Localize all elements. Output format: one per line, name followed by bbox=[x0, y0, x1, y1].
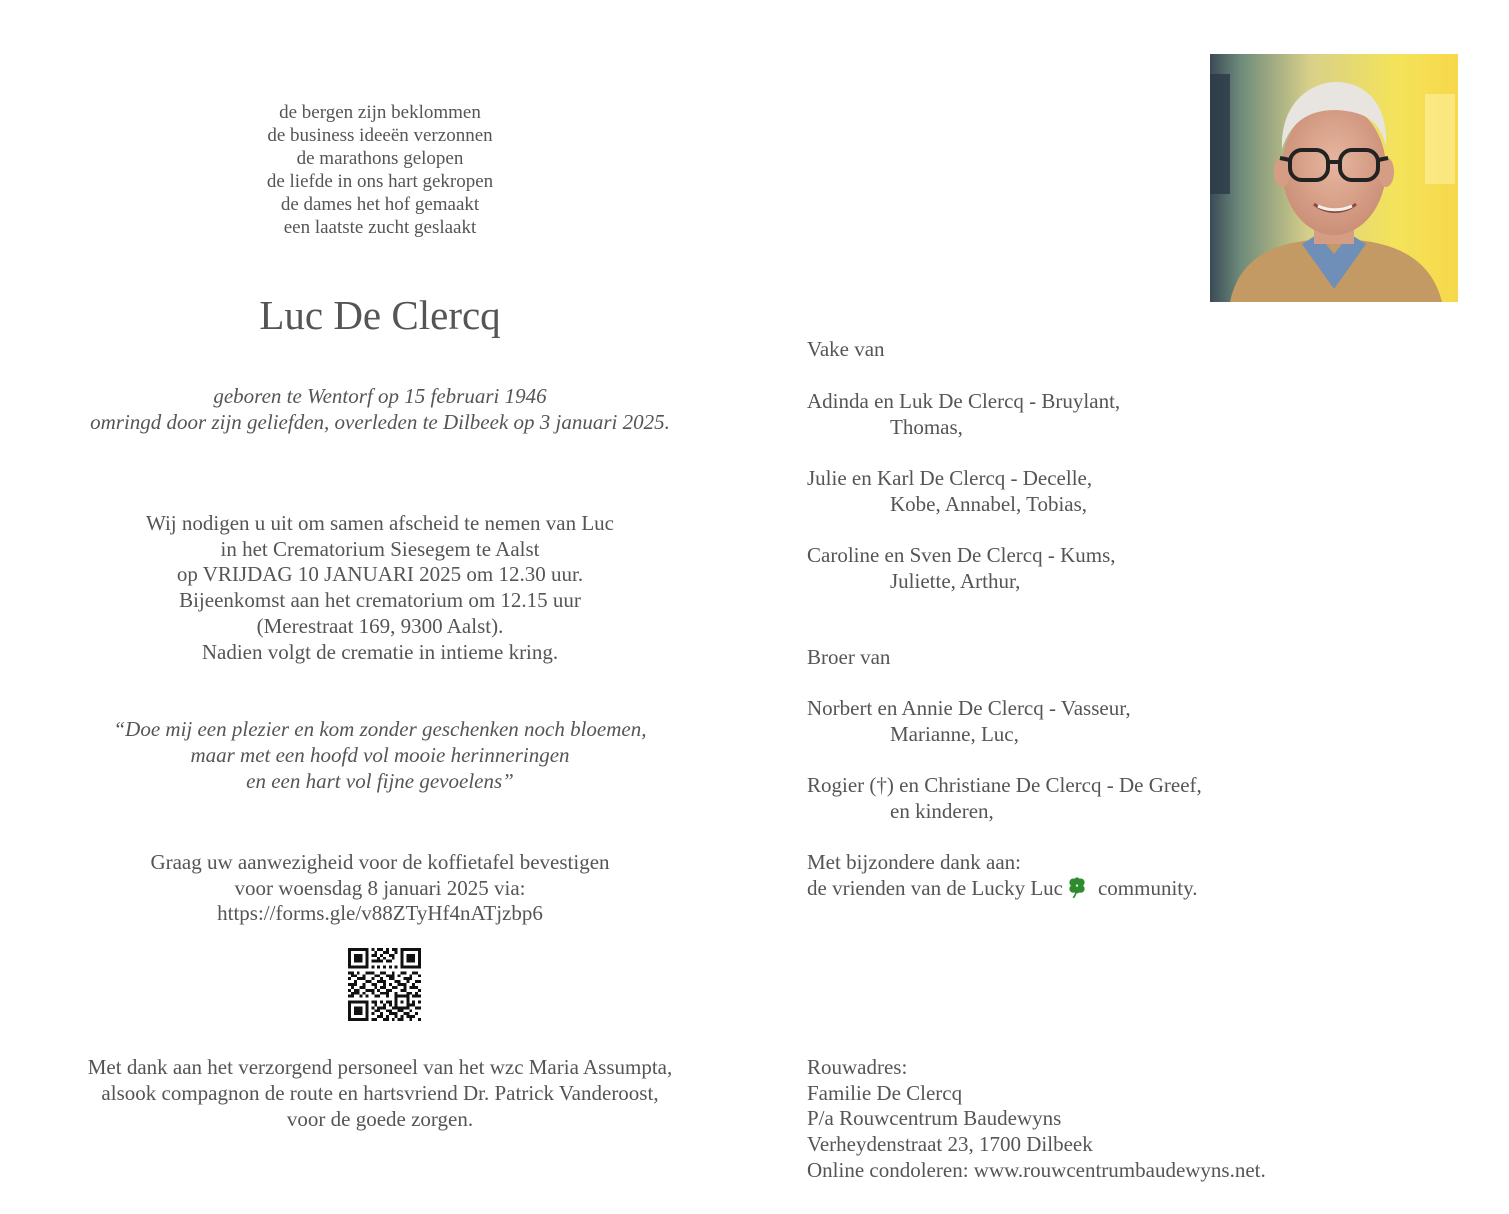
poem-line: de bergen zijn beklommen bbox=[279, 102, 481, 123]
special-thanks-text: community. bbox=[1097, 875, 1198, 900]
invitation-line: (Merestraat 169, 9300 Aalst). bbox=[256, 613, 504, 638]
family-parents: Norbert en Annie De Clercq - Vasseur, bbox=[807, 696, 1131, 720]
family-parents: Rogier (†) en Christiane De Clercq - De Greef, bbox=[807, 773, 1202, 797]
family-children: Kobe, Annabel, Tobias, bbox=[890, 491, 1088, 516]
birth-line: geboren te Wentorf op 15 februari 1946 bbox=[213, 384, 547, 408]
grandchildren-family-2 bbox=[807, 466, 1467, 517]
family-children: Juliette, Arthur, bbox=[890, 568, 1021, 593]
poem-line: een laatste zucht geslaakt bbox=[283, 217, 477, 238]
funeral-address bbox=[807, 1055, 1467, 1184]
birth-death-info bbox=[0, 383, 760, 435]
grandchildren-family-3 bbox=[807, 543, 1467, 594]
family-parents: Adinda en Luk De Clercq - Bruylant, bbox=[807, 389, 1121, 413]
invitation-line: Wij nodigen u uit om samen afscheid te nemen van Luc bbox=[145, 511, 615, 535]
deceased-name: Luc De Clercq bbox=[259, 292, 501, 338]
quote-line: maar met een hoofd vol mooie herinneringen bbox=[190, 743, 570, 767]
special-thanks bbox=[807, 850, 1467, 901]
poem bbox=[0, 101, 760, 239]
rsvp-line: Graag uw aanwezigheid voor de koffietafel bevestigen bbox=[150, 850, 610, 874]
broer-heading: Broer van bbox=[807, 645, 891, 669]
sibling-family-2 bbox=[807, 773, 1467, 824]
family-children: en kinderen, bbox=[890, 798, 994, 823]
rsvp bbox=[0, 850, 760, 927]
special-thanks-line: Met bijzondere dank aan: bbox=[807, 850, 1021, 874]
care-thanks bbox=[0, 1054, 760, 1132]
poem-line: de dames het hof gemaakt bbox=[280, 194, 480, 215]
quote bbox=[0, 716, 760, 794]
qr-code bbox=[348, 948, 421, 1021]
address-line: Verheydenstraat 23, 1700 Dilbeek bbox=[807, 1132, 1093, 1157]
death-line: omringd door zijn geliefden, overleden te Dilbeek op 3 januari 2025. bbox=[90, 410, 670, 434]
special-thanks-line bbox=[807, 876, 1467, 902]
invitation bbox=[0, 511, 760, 665]
sibling-family-1 bbox=[807, 696, 1467, 747]
poem-line: de business ideeën verzonnen bbox=[267, 125, 493, 146]
quote-line: en een hart vol fijne gevoelens” bbox=[246, 769, 514, 793]
invitation-line: op VRIJDAG 10 JANUARI 2025 om 12.30 uur. bbox=[176, 562, 584, 587]
thanks-line: voor de goede zorgen. bbox=[286, 1107, 474, 1131]
quote-line: “Doe mij een plezier en kom zonder geschenken noch bloemen, bbox=[113, 717, 647, 741]
family-children: Marianne, Luc, bbox=[890, 721, 1019, 746]
poem-line: de liefde in ons hart gekropen bbox=[266, 171, 494, 192]
vake-heading: Vake van bbox=[807, 337, 885, 361]
rsvp-line: voor woensdag 8 januari 2025 via: bbox=[234, 875, 526, 900]
invitation-line: Nadien volgt de crematie in intieme kring. bbox=[201, 639, 559, 664]
address-line: Familie De Clercq bbox=[807, 1080, 963, 1105]
address-line: Online condoleren: www.rouwcentrumbaudewyns.net. bbox=[807, 1157, 1266, 1182]
family-children: Thomas, bbox=[890, 414, 963, 439]
family-parents: Caroline en Sven De Clercq - Kums, bbox=[807, 543, 1116, 567]
poem-line: de marathons gelopen bbox=[296, 148, 464, 169]
special-thanks-text: de vrienden van de Lucky Luc bbox=[807, 875, 1063, 900]
invitation-line: in het Crematorium Siesegem te Aalst bbox=[220, 536, 540, 561]
rsvp-link[interactable]: https://forms.gle/v88ZTyHf4nATjzbp6 bbox=[217, 901, 543, 926]
address-line: P/a Rouwcentrum Baudewyns bbox=[807, 1106, 1062, 1131]
clover-icon bbox=[1066, 876, 1088, 898]
portrait-photo bbox=[1210, 54, 1458, 302]
address-line: Rouwadres: bbox=[807, 1055, 908, 1079]
invitation-line: Bijeenkomst aan het crematorium om 12.15 uur bbox=[179, 588, 581, 613]
grandchildren-family-1 bbox=[807, 389, 1467, 440]
family-parents: Julie en Karl De Clercq - Decelle, bbox=[807, 466, 1093, 490]
thanks-line: alsook compagnon de route en hartsvriend Dr. Patrick Vanderoost, bbox=[101, 1081, 659, 1105]
thanks-line: Met dank aan het verzorgend personeel van het wzc Maria Assumpta, bbox=[87, 1055, 673, 1079]
